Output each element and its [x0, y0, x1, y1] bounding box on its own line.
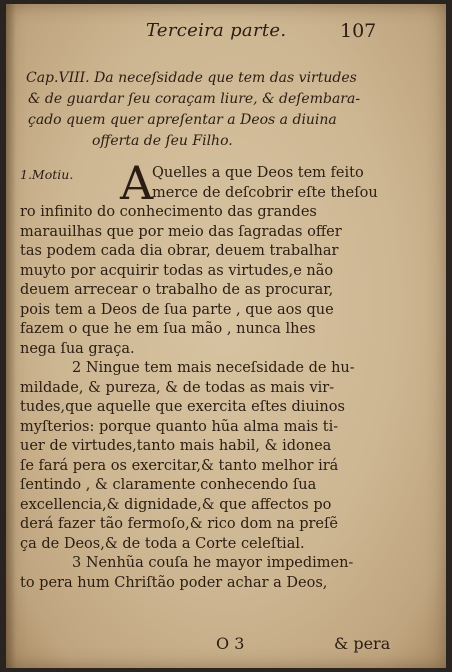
text-line: excellencia,& dignidade,& que affectos po — [20, 496, 332, 513]
text-line: tas podem cada dia obrar, deuem trabalhar — [20, 243, 339, 259]
page-text — [6, 4, 446, 668]
text-line: tudes,que aquelle que exercita eſtes diuinos — [20, 399, 345, 415]
text-line: pois tem a Deos de ſua parte , que aos que — [20, 301, 334, 318]
running-head: Terceira parte. — [146, 20, 287, 41]
catchword: & pera — [334, 634, 391, 653]
text-line: mildade, & pureza, & de todas as mais vir- — [20, 379, 335, 396]
text-line: merce de deſcobrir eſte theſou — [152, 184, 378, 201]
page-footer — [6, 634, 446, 656]
page-number: 107 — [340, 20, 377, 42]
body-text — [20, 156, 432, 593]
text-line — [20, 164, 432, 184]
chapter-heading — [26, 68, 426, 152]
text-line: 3 Nenhũa couſa he mayor impedimen- — [72, 555, 354, 571]
text-line: deuem arrecear o trabalho de as procurar, — [20, 282, 334, 298]
text-line-content: Quelles a que Deos tem feito — [152, 165, 364, 181]
text-line: myſterios: porque quanto hũa alma mais ti- — [20, 418, 339, 435]
signature-mark: O 3 — [216, 634, 245, 653]
text-line: marauilhas que por meio das ſagradas offer — [20, 223, 342, 240]
drop-cap: A — [120, 156, 154, 210]
chapter-heading-line: çado quem quer apreſentar a Deos a diuina — [28, 112, 337, 128]
marginal-note: 1.Motiu. — [20, 167, 74, 182]
text-line: derá fazer tão fermoſo,& rico dom na preſẽ — [20, 516, 338, 532]
text-line: ça de Deos,& de toda a Corte celeſtial. — [20, 535, 305, 552]
book-page — [6, 4, 446, 668]
text-line: muyto por acquirir todas as virtudes,e não — [20, 262, 334, 279]
chapter-heading-line: & de guardar ſeu coraçam liure, & deſembara- — [28, 91, 361, 107]
chapter-heading-line: Cap.VIII. Da neceſsidade que tem das virtudes — [26, 70, 357, 86]
text-line: 2 Ningue tem mais neceſsidade de hu- — [72, 360, 355, 376]
text-line: ſe fará pera os exercitar,& tanto melhor irá — [20, 457, 339, 474]
text-line: nega ſua graça. — [20, 340, 135, 357]
text-line: uer de virtudes,tanto mais habil, & idonea — [20, 438, 332, 454]
text-line: ſentindo , & claramente conhecendo ſua — [20, 477, 317, 493]
text-line: fazem o que he em ſua mão , nunca lhes — [20, 321, 316, 337]
text-line: ro infinito do conhecimento das grandes — [20, 204, 317, 220]
text-line: to pera hum Chriſtão poder achar a Deos, — [20, 574, 328, 591]
page-header — [6, 20, 446, 44]
chapter-heading-line: offerta de ſeu Filho. — [92, 133, 233, 149]
